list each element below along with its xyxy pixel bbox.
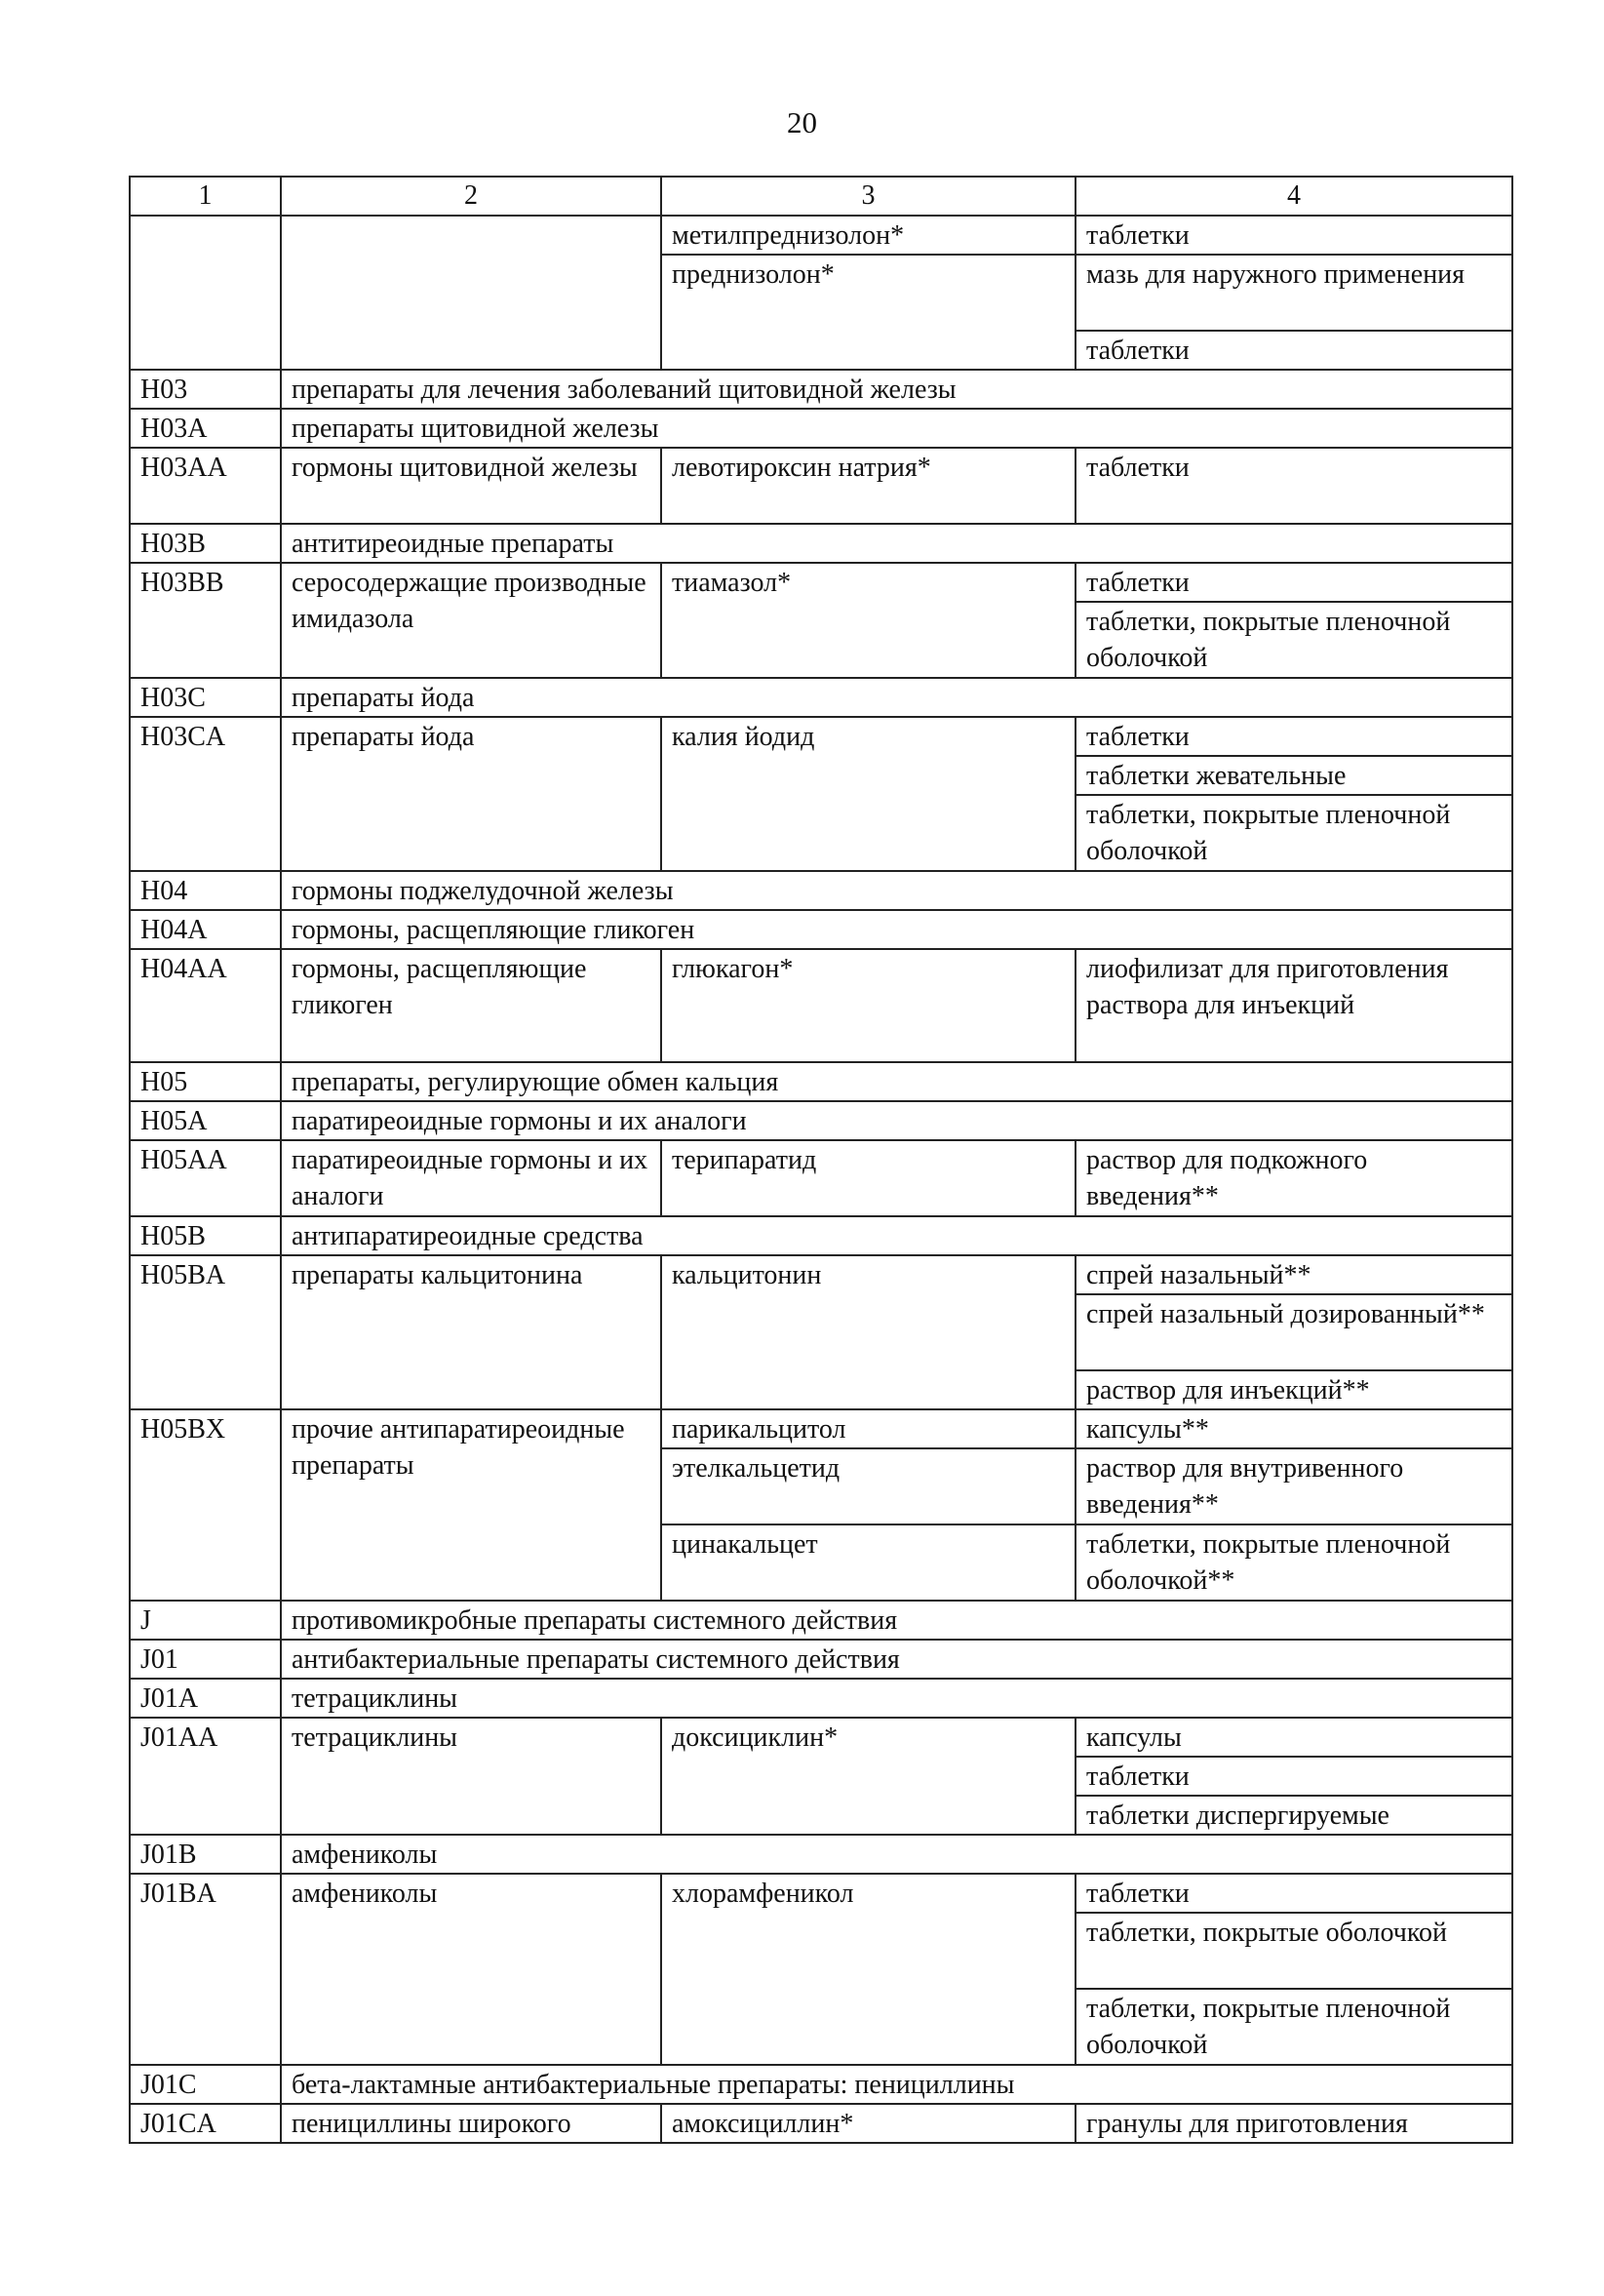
form-cell: таблетки [1076,1874,1512,1913]
group-title-cell: антитиреоидные препараты [281,524,1512,563]
form-cell: таблетки, покрытые оболочкой [1076,1913,1512,1989]
table-row [130,1874,1512,1913]
group-title-cell: препараты для лечения заболеваний щитовидной железы [281,370,1512,409]
code-cell: J01BA [130,1874,281,2065]
substance-cell: амоксициллин* [661,2104,1076,2143]
code-cell: H03CA [130,717,281,871]
substance-cell: этелкальцетид [661,1448,1076,1524]
code-cell: J01AA [130,1718,281,1835]
group-title-cell: противомикробные препараты системного действия [281,1601,1512,1640]
substance-cell: левотироксин натрия* [661,448,1076,524]
substance-cell: цинакальцет [661,1524,1076,1601]
form-cell: спрей назальный дозированный** [1076,1294,1512,1370]
substance-cell: хлорамфеникол [661,1874,1076,2065]
form-cell: таблетки [1076,331,1512,370]
group-cell: тетрациклины [281,1718,661,1835]
code-cell: J01A [130,1679,281,1718]
code-cell: H05AA [130,1140,281,1216]
group-title-cell: гормоны, расщепляющие гликоген [281,910,1512,949]
group-cell: амфениколы [281,1874,661,2065]
header-cell: 4 [1076,177,1512,216]
form-cell: лиофилизат для приготовления раствора для инъекций [1076,949,1512,1062]
form-cell: раствор для инъекций** [1076,1370,1512,1409]
group-cell [281,216,661,370]
table-row [130,1835,1512,1874]
substance-cell: кальцитонин [661,1255,1076,1409]
form-cell: капсулы** [1076,1409,1512,1448]
form-cell: гранулы для приготовления [1076,2104,1512,2143]
form-cell: таблетки, покрытые пленочной оболочкой [1076,602,1512,678]
table-row [130,1409,1512,1448]
header-cell: 3 [661,177,1076,216]
substance-cell: калия йодид [661,717,1076,871]
table-row [130,216,1512,255]
code-cell: H04AA [130,949,281,1062]
code-cell: H05BA [130,1255,281,1409]
code-cell: H04 [130,871,281,910]
medication-table [129,176,1513,2144]
substance-cell: глюкагон* [661,949,1076,1062]
group-cell: гормоны, расщепляющие гликоген [281,949,661,1062]
group-cell: паратиреоидные гормоны и их аналоги [281,1140,661,1216]
group-title-cell: амфениколы [281,1835,1512,1874]
table-row [130,448,1512,524]
table-row [130,910,1512,949]
table-row [130,1140,1512,1216]
header-cell: 1 [130,177,281,216]
code-cell: H03B [130,524,281,563]
substance-cell: терипаратид [661,1140,1076,1216]
form-cell: таблетки диспергируемые [1076,1796,1512,1835]
code-cell: H05B [130,1216,281,1255]
form-cell: таблетки жевательные [1076,756,1512,795]
code-cell: H03 [130,370,281,409]
group-title-cell: антипаратиреоидные средства [281,1216,1512,1255]
code-cell: H03C [130,678,281,717]
table-row [130,1718,1512,1757]
code-cell: H05A [130,1101,281,1140]
group-cell: пенициллины широкого [281,2104,661,2143]
form-cell: капсулы [1076,1718,1512,1757]
table-row [130,2065,1512,2104]
table-row [130,1601,1512,1640]
table-row [130,1640,1512,1679]
code-cell: H05BX [130,1409,281,1601]
form-cell: мазь для наружного применения [1076,255,1512,331]
code-cell: H04A [130,910,281,949]
code-cell: J01 [130,1640,281,1679]
form-cell: раствор для подкожного введения** [1076,1140,1512,1216]
form-cell: таблетки, покрытые пленочной оболочкой [1076,795,1512,871]
form-cell: таблетки, покрытые пленочной оболочкой** [1076,1524,1512,1601]
substance-cell: доксициклин* [661,1718,1076,1835]
table-row [130,1679,1512,1718]
table-row [130,370,1512,409]
code-cell [130,216,281,370]
substance-cell: преднизолон* [661,255,1076,370]
form-cell: таблетки [1076,1757,1512,1796]
code-cell: J01B [130,1835,281,1874]
code-cell: H03AA [130,448,281,524]
group-title-cell: паратиреоидные гормоны и их аналоги [281,1101,1512,1140]
table-row [130,1101,1512,1140]
code-cell: H03BB [130,563,281,678]
table-row [130,1062,1512,1101]
form-cell: таблетки [1076,717,1512,756]
form-cell: таблетки [1076,216,1512,255]
code-cell: J01C [130,2065,281,2104]
group-title-cell: антибактериальные препараты системного действия [281,1640,1512,1679]
table-row [130,717,1512,756]
group-title-cell: бета-лактамные антибактериальные препараты: пенициллины [281,2065,1512,2104]
group-cell: серосодержащие производные имидазола [281,563,661,678]
substance-cell: тиамазол* [661,563,1076,678]
code-cell: H03A [130,409,281,448]
form-cell: раствор для внутривенного введения** [1076,1448,1512,1524]
group-title-cell: препараты йода [281,678,1512,717]
group-cell: прочие антипаратиреоидные препараты [281,1409,661,1601]
table-header-row [130,177,1512,216]
group-cell: препараты йода [281,717,661,871]
form-cell: таблетки [1076,448,1512,524]
table-row [130,563,1512,602]
code-cell: H05 [130,1062,281,1101]
table-row [130,949,1512,1062]
group-cell: гормоны щитовидной железы [281,448,661,524]
code-cell: J01CA [130,2104,281,2143]
header-cell: 2 [281,177,661,216]
table-row [130,1216,1512,1255]
table-row [130,524,1512,563]
page-number: 20 [787,105,817,139]
table-row [130,871,1512,910]
table-row [130,2104,1512,2143]
form-cell: спрей назальный** [1076,1255,1512,1294]
form-cell: таблетки, покрытые пленочной оболочкой [1076,1989,1512,2065]
table-row [130,678,1512,717]
group-title-cell: препараты щитовидной железы [281,409,1512,448]
table-row [130,409,1512,448]
substance-cell: парикальцитол [661,1409,1076,1448]
form-cell: таблетки [1076,563,1512,602]
code-cell: J [130,1601,281,1640]
group-title-cell: препараты, регулирующие обмен кальция [281,1062,1512,1101]
group-title-cell: тетрациклины [281,1679,1512,1718]
table-row [130,1255,1512,1294]
substance-cell: метилпреднизолон* [661,216,1076,255]
group-cell: препараты кальцитонина [281,1255,661,1409]
group-title-cell: гормоны поджелудочной железы [281,871,1512,910]
